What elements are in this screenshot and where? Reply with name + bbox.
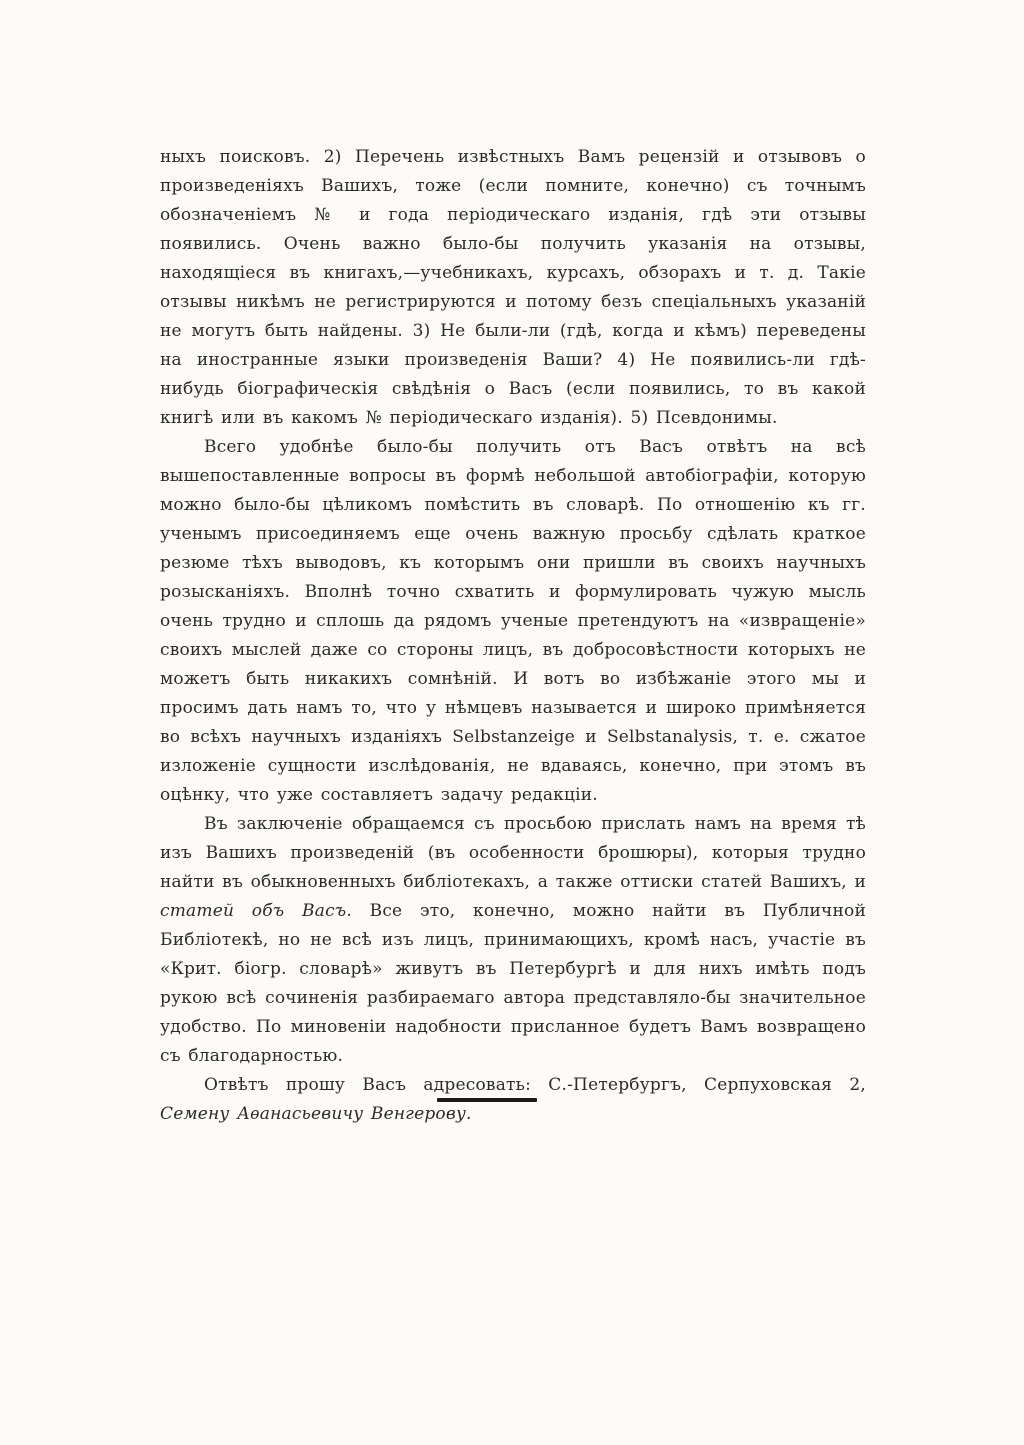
text-block <box>160 143 866 1129</box>
paragraph-4-segment-1: Отвѣтъ прошу Васъ адресовать: С.-Петербургъ, Серпуховская 2, <box>204 1075 866 1095</box>
paragraph-3 <box>160 810 866 1071</box>
paragraph-4-segment-2-italic: Семену Аѳанасьевичу Венгерову. <box>160 1104 472 1124</box>
section-end-rule <box>437 1098 537 1102</box>
paragraph-1-segment-1: ныхъ поисковъ. 2) Перечень извѣстныхъ Вамъ рецензій и отзывовъ о произведеніяхъ Вашихъ, тоже (если помните, конечно) съ точнымъ обозначеніемъ № и года періодическаго изданія, гдѣ эти отзывы появились. Очень важно было-бы получить указанія на отзывы, находящіеся въ книгахъ,—учебникахъ, курсахъ, обзорахъ и т. д. Такіе отзывы никѣмъ не регистрируются и потому безъ спеціальныхъ указаній не могутъ быть найдены. 3) Не были-ли (гдѣ, когда и кѣмъ) переведены на иностранные языки произведенія Ваши? 4) Не появились-ли гдѣ-нибудь біографическія свѣдѣнія о Васъ (если появились, то въ какой книгѣ или въ какомъ № періодическаго изданія). 5) Псевдонимы. <box>160 147 866 428</box>
paragraph-2-segment-1: Всего удобнѣе было-бы получить отъ Васъ отвѣтъ на всѣ вышепоставленные вопросы въ формѣ небольшой автобіографіи, которую можно было-бы цѣликомъ помѣстить въ словарѣ. По отношенію къ гг. ученымъ присоединяемъ еще очень важную просьбу сдѣлать краткое резюме тѣхъ выводовъ, къ которымъ они пришли въ своихъ научныхъ розысканіяхъ. Вполнѣ точно схватить и формулировать чужую мысль очень трудно и сплошь да рядомъ ученые претендуютъ на «извращеніе» своихъ мыслей даже со стороны лицъ, въ добросовѣстности которыхъ не можетъ быть никакихъ сомнѣній. И вотъ во избѣжаніе этого мы и просимъ дать намъ то, что у нѣмцевъ называется и широко примѣняется во всѣхъ научныхъ изданіяхъ Selbstanzeige и Selbstanalysis, т. е. сжатое изложеніе сущности изслѣдованія, не вдаваясь, конечно, при этомъ въ оцѣнку, что уже составляетъ задачу редакціи. <box>160 437 866 805</box>
paragraph-3-segment-1: Въ заключеніе обращаемся съ просьбою прислать намъ на время тѣ изъ Вашихъ произведеній (въ особенности брошюры), которыя трудно найти въ обыкновенныхъ библіотекахъ, а также оттиски статей Вашихъ, и <box>160 814 866 892</box>
paragraph-3-segment-3: . Все это, конечно, можно найти въ Публичной Библіотекѣ, но не всѣ изъ лицъ, принимающихъ, кромѣ насъ, участіе въ «Крит. біогр. словарѣ» живутъ въ Петербургѣ и для нихъ имѣть подъ рукою всѣ сочиненія разбираемаго автора представляло-бы значительное удобство. По миновеніи надобности присланное будетъ Вамъ возвращено съ благодарностью. <box>160 901 866 1066</box>
paragraph-2 <box>160 433 866 810</box>
paragraph-1 <box>160 143 866 433</box>
paragraph-3-segment-2-italic: статей объ Васъ <box>160 901 347 921</box>
